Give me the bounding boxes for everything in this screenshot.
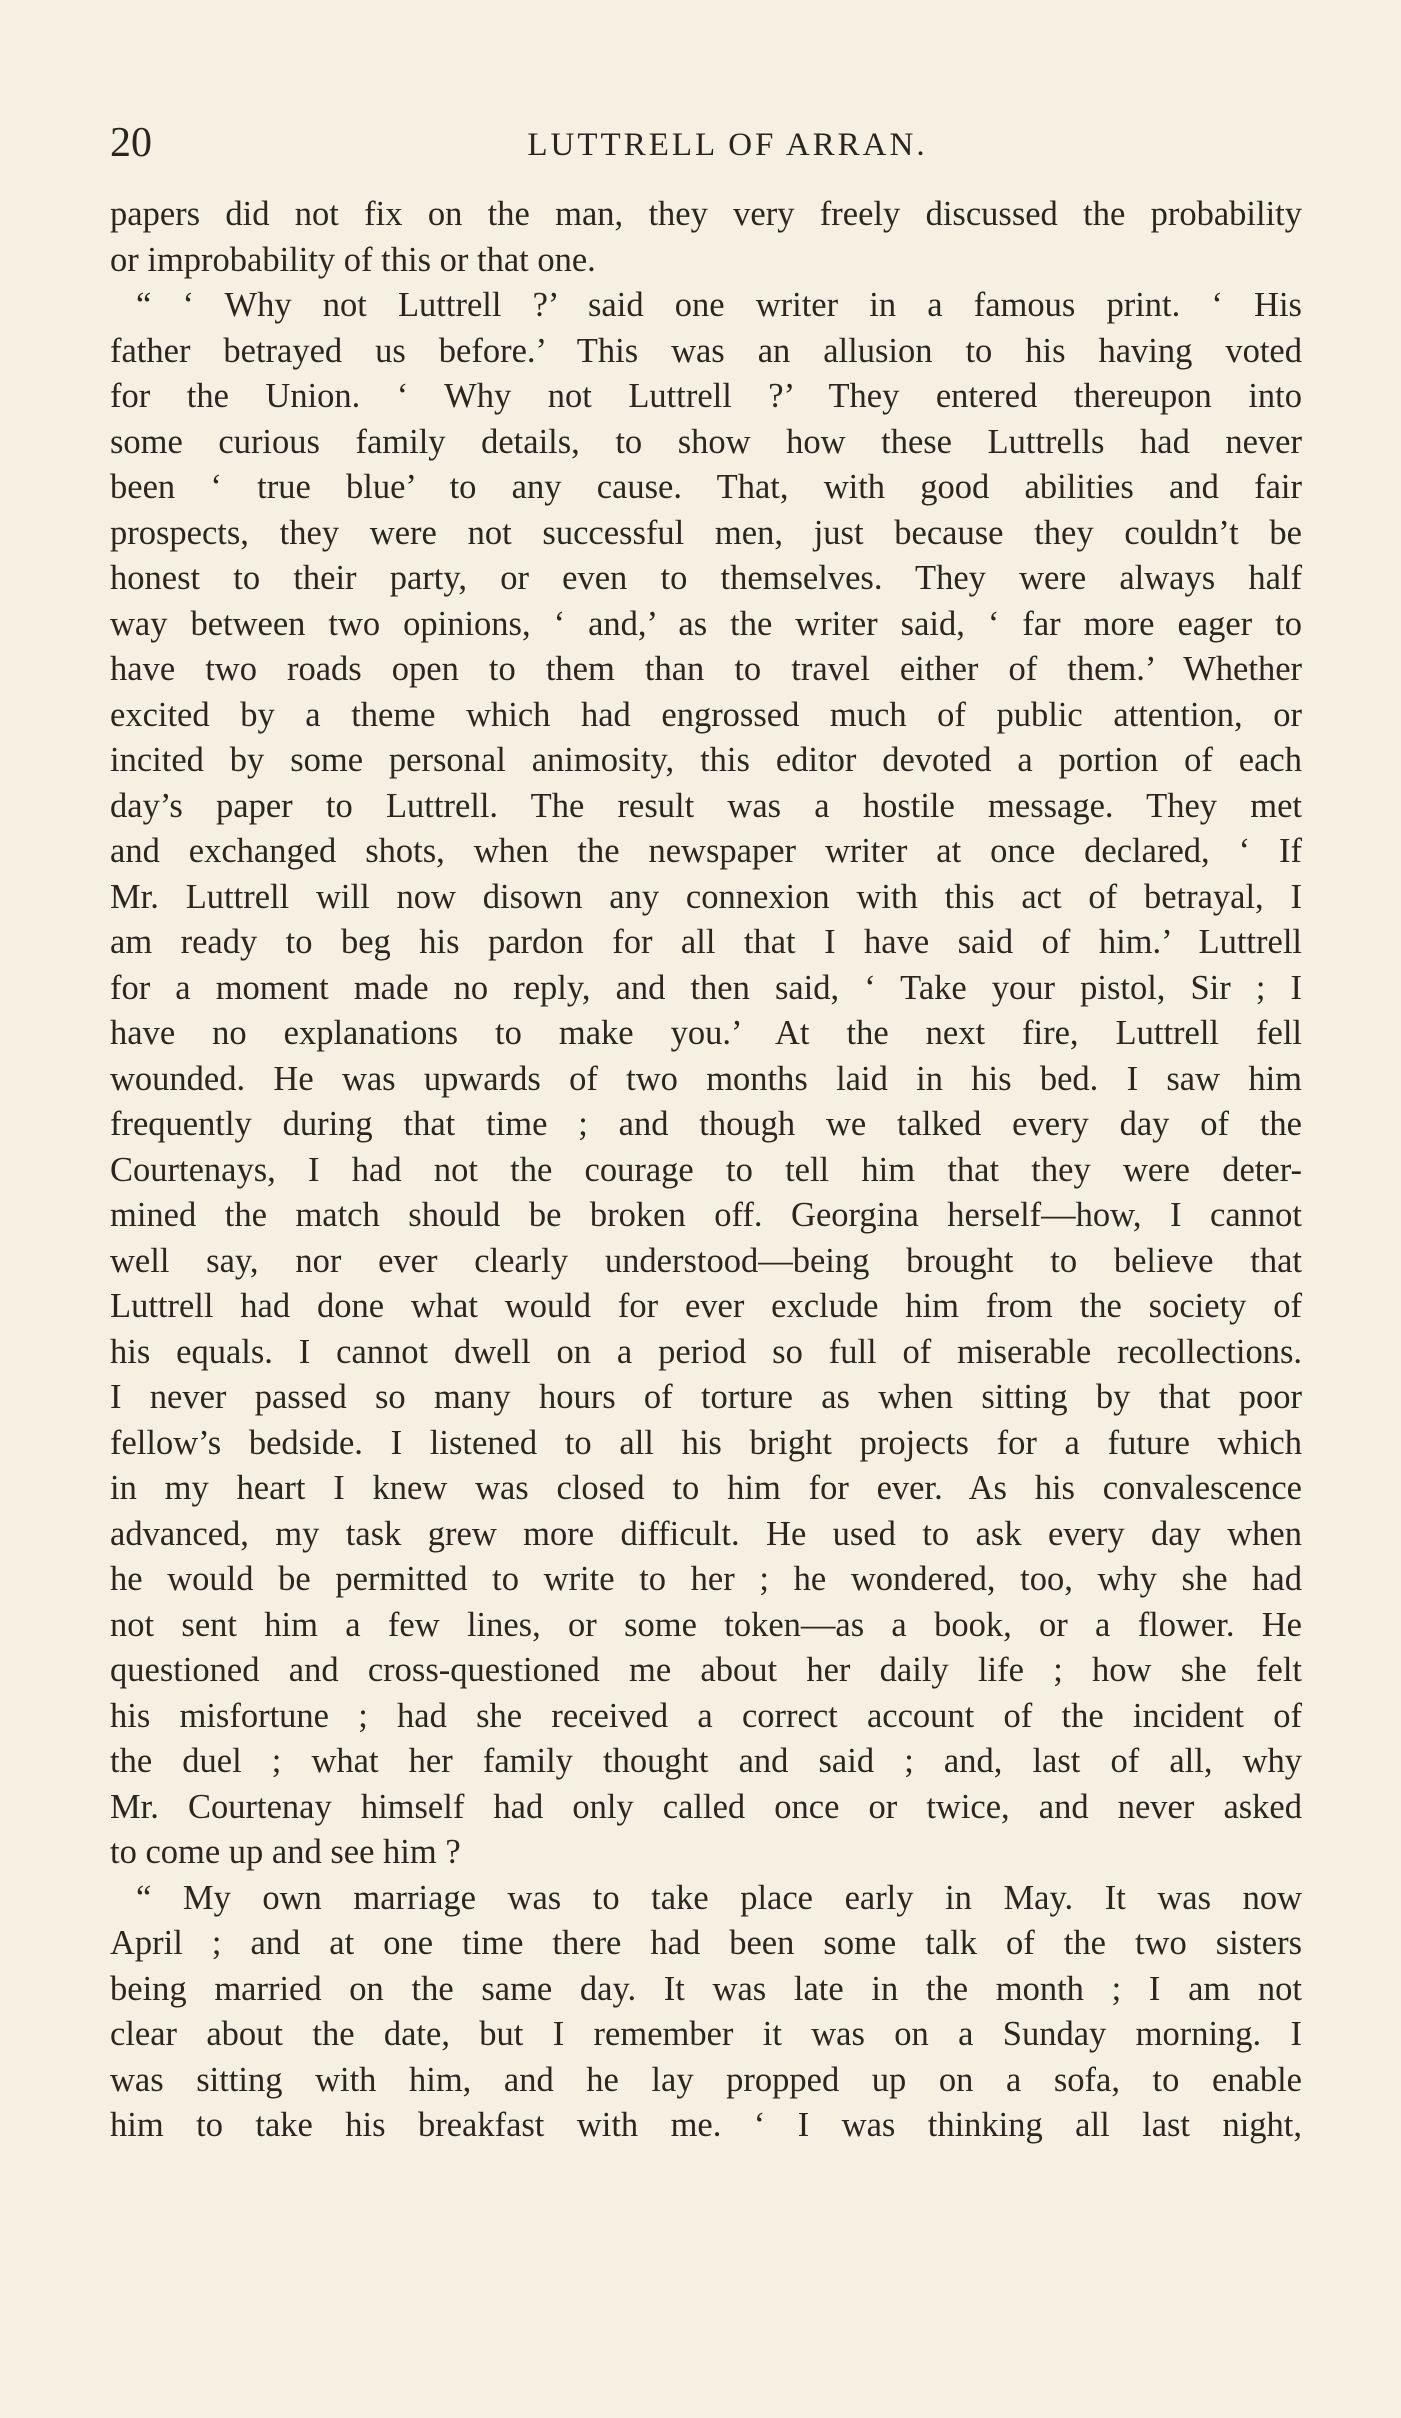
- text-line: being married on the same day. It was late in the month ; I am not: [110, 1969, 1302, 2008]
- text-line: and exchanged shots, when the newspaper writer at once declared, ‘ If: [110, 832, 1302, 870]
- text-line: honest to their party, or even to themselves. They were always half: [110, 559, 1302, 597]
- body-text: [110, 192, 1302, 2149]
- text-line: or improbability of this or that one.: [110, 240, 596, 279]
- text-line: have no explanations to make you.’ At the next fire, Luttrell fell: [110, 1014, 1302, 1052]
- text-line: well say, nor ever clearly understood—being brought to believe that: [110, 1241, 1302, 1280]
- text-line: day’s paper to Luttrell. The result was a hostile message. They met: [110, 786, 1302, 825]
- text-line: father betrayed us before.’ This was an allusion to his having voted: [110, 331, 1302, 370]
- text-line: for the Union. ‘ Why not Luttrell ?’ They entered thereupon into: [110, 377, 1302, 415]
- text-line: for a moment made no reply, and then said, ‘ Take your pistol, Sir ; I: [110, 968, 1302, 1007]
- text-line: Mr. Luttrell will now disown any connexion with this act of betrayal, I: [110, 877, 1302, 916]
- text-line: to come up and see him ?: [110, 1833, 461, 1871]
- text-line: “ My own marriage was to take place early in May. It was now: [136, 1878, 1302, 1917]
- text-line: incited by some personal animosity, this editor devoted a portion of each: [110, 741, 1302, 779]
- page-header: [110, 118, 1305, 168]
- text-line: I never passed so many hours of torture as when sitting by that poor: [110, 1378, 1302, 1416]
- text-line: mined the match should be broken off. Georgina herself—how, I cannot: [110, 1196, 1302, 1234]
- text-line: wounded. He was upwards of two months laid in his bed. I saw him: [110, 1059, 1302, 1098]
- text-line: fellow’s bedside. I listened to all his bright projects for a future which: [110, 1423, 1302, 1462]
- text-line: advanced, my task grew more difficult. He used to ask every day when: [110, 1514, 1302, 1553]
- text-line: frequently during that time ; and though we talked every day of the: [110, 1105, 1302, 1143]
- text-line: have two roads open to them than to travel either of them.’ Whether: [110, 650, 1302, 688]
- text-line: excited by a theme which had engrossed much of public attention, or: [110, 695, 1302, 734]
- text-line: way between two opinions, ‘ and,’ as the writer said, ‘ far more eager to: [110, 604, 1302, 643]
- text-line: the duel ; what her family thought and said ; and, last of all, why: [110, 1742, 1302, 1780]
- text-line: “ ‘ Why not Luttrell ?’ said one writer in a famous print. ‘ His: [136, 286, 1302, 324]
- text-line: his misfortune ; had she received a correct account of the incident of: [110, 1696, 1302, 1735]
- text-line: questioned and cross-questioned me about her daily life ; how she felt: [110, 1651, 1302, 1689]
- text-line: Luttrell had done what would for ever exclude him from the society of: [110, 1287, 1302, 1325]
- text-line: some curious family details, to show how these Luttrells had never: [110, 422, 1302, 461]
- page-number: 20: [110, 120, 152, 166]
- text-line: Mr. Courtenay himself had only called once or twice, and never asked: [110, 1787, 1302, 1826]
- text-line: his equals. I cannot dwell on a period so full of miserable recollections.: [110, 1332, 1302, 1371]
- text-line: not sent him a few lines, or some token—as a book, or a flower. He: [110, 1605, 1302, 1644]
- text-line: clear about the date, but I remember it was on a Sunday morning. I: [110, 2015, 1302, 2053]
- text-line: he would be permitted to write to her ; he wondered, too, why she had: [110, 1560, 1302, 1598]
- text-line: prospects, they were not successful men, just because they couldn’t be: [110, 513, 1302, 552]
- text-line: April ; and at one time there had been some talk of the two sisters: [110, 1924, 1302, 1962]
- text-line: Courtenays, I had not the courage to tell him that they were deter-: [110, 1150, 1302, 1189]
- text-line: him to take his breakfast with me. ‘ I was thinking all last night,: [110, 2106, 1302, 2144]
- running-title: LUTTRELL OF ARRAN.: [527, 127, 928, 163]
- text-line: was sitting with him, and he lay propped up on a sofa, to enable: [110, 2060, 1302, 2099]
- text-line: been ‘ true blue’ to any cause. That, with good abilities and fair: [110, 468, 1302, 506]
- text-line: am ready to beg his pardon for all that I have said of him.’ Luttrell: [110, 923, 1302, 961]
- text-line: in my heart I knew was closed to him for ever. As his convalescence: [110, 1469, 1302, 1507]
- text-line: papers did not fix on the man, they very freely discussed the probability: [110, 195, 1302, 233]
